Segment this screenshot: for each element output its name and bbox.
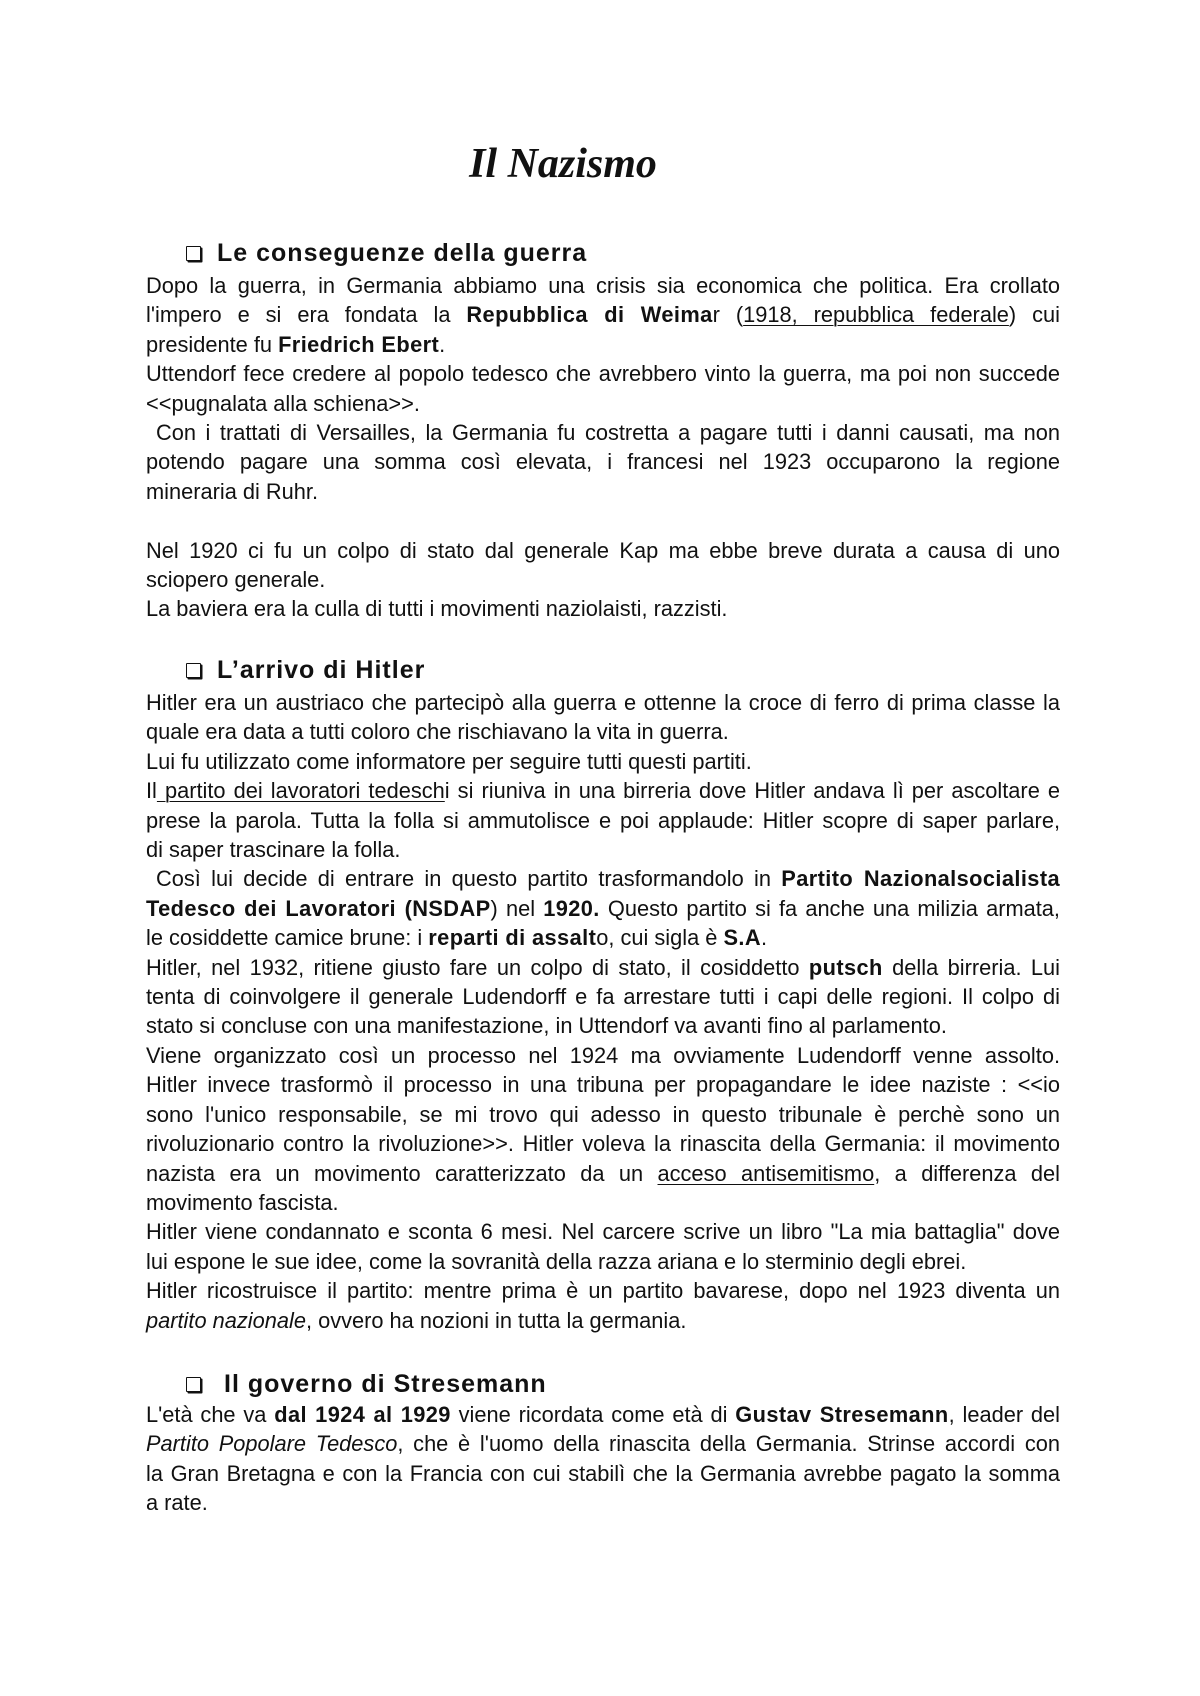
bold-text: Repubblica di Weima [466,302,713,328]
text-line: potendo pagare una somma così elevata, i francesi nel 1923 occuparono la regione [146,449,1060,475]
text-run: i si riuniva in una birreria dove Hitler andava lì per ascoltare e [444,778,1060,804]
bold-text: dal 1924 al 1929 [274,1402,451,1427]
text-run: ) nel [490,895,544,921]
text-line [146,300,1060,329]
text-run: le cosiddette camice brune: i [146,925,429,951]
text-run: viene ricordata come età di [450,1402,736,1427]
bold-text: Gustav Stresemann [735,1402,949,1427]
text-line: sciopero generale. [146,567,326,593]
bold-text: 1920. [543,895,600,921]
section-body [146,271,1060,624]
bold-text: Partito Nazionalsocialista [781,866,1060,892]
italic-text: partito nazionale [146,1307,306,1333]
section-heading [186,236,587,270]
bold-text: Friedrich Ebert [278,331,440,357]
checkbox-bullet-icon [186,663,201,678]
text-line: Hitler viene condannato e sconta 6 mesi. Nel carcere scrive un libro "La mia battaglia" dove [146,1219,1060,1245]
section-heading [186,1367,547,1401]
text-run: , leader del [948,1402,1060,1427]
checkbox-bullet-icon [186,246,201,261]
text-line: Uttendorf fece credere al popolo tedesco che avrebbero vinto la guerra, ma poi non succede [146,361,1060,387]
text-line [146,776,1060,805]
text-run: Hitler, nel 1932, ritiene giusto fare un colpo di stato, il cosiddetto [146,954,809,980]
italic-text: Partito Popolare Tedesco [146,1431,398,1457]
text-run: della birreria. Lui [882,954,1060,980]
underlined-text: 1918, repubblica federale [743,302,1009,328]
text-run: l'impero e si era fondata la [146,302,467,328]
text-line [146,1429,1060,1458]
text-run: , ovvero ha nozioni in tutta la germania. [305,1307,687,1333]
section-body [146,688,1060,1335]
text-run: . [761,925,768,951]
text-line [146,953,1060,982]
text-line [146,1400,1060,1429]
text-line: tenta di coinvolgere il generale Ludendorff e fa arrestare tutti i capi delle regioni. Il colpo di [146,984,1060,1010]
text-line: <<pugnalata alla schiena>>. [146,390,420,416]
text-run: . [439,331,446,357]
text-run: o, cui sigla è [596,925,724,951]
text-line: di saper trascinare la folla. [146,837,401,863]
checkbox-bullet-icon [186,1377,201,1392]
text-run: ) cui [1008,302,1060,328]
text-line: la Gran Bretagna e con la Francia con cui stabilì che la Germania avrebbe pagato la somma [146,1460,1060,1486]
underlined-text: partito dei lavoratori tedesch [156,778,445,804]
page-title: Il Nazismo [469,141,657,187]
text-line [146,923,1060,952]
text-line [146,864,1060,893]
text-line [146,330,1060,359]
text-run: Il [146,778,157,804]
section-heading-text: L’arrivo di Hitler [217,656,426,684]
underlined-text: acceso antisemitismo [657,1160,875,1186]
section-heading-text: Le conseguenze della guerra [217,239,588,267]
text-line: lui espone le sue idee, come la sovranità della razza ariana e lo sterminio degli ebrei. [146,1248,967,1274]
text-line: a rate. [146,1490,208,1516]
bold-text: Tedesco dei Lavoratori (NSDAP [146,895,491,921]
bold-text: reparti di assalt [428,925,597,951]
text-run: r ( [712,302,744,328]
text-run: L'età che va [146,1402,275,1427]
section-body [146,1400,1060,1518]
text-run: , a differenza del [874,1160,1060,1186]
text-line: Hitler ricostruisce il partito: mentre prima è un partito bavarese, dopo nel 1923 diventa un [146,1278,1060,1304]
text-line: prese la parola. Tutta la folla si ammutolisce e poi applaude: Hitler scopre di saper parlare, [146,807,1060,833]
text-line: La baviera era la culla di tutti i movimenti naziolaisti, razzisti. [146,596,728,622]
text-line: Viene organizzato così un processo nel 1924 ma ovviamente Ludendorff venne assolto. [146,1042,1060,1068]
blank-line [146,506,1060,535]
section-heading-text: Il governo di Stresemann [224,1370,547,1398]
text-run: , che è l'uomo della rinascita della Germania. Strinse accordi con [397,1431,1060,1457]
bold-text: S.A [723,925,761,951]
text-run: Questo partito si fa anche una milizia armata, [599,895,1060,921]
text-line: Lui fu utilizzato come informatore per seguire tutti questi partiti. [146,748,752,774]
text-run: presidente fu [146,331,279,357]
text-line [146,1306,1060,1335]
text-line: Hitler invece trasformò il processo in una tribuna per propagandare le idee naziste : <<io [146,1072,1060,1098]
text-line: movimento fascista. [146,1189,339,1215]
text-line: Dopo la guerra, in Germania abbiamo una crisis sia economica che politica. Era crollato [146,273,1060,298]
text-line [146,894,1060,923]
text-line [146,1159,1060,1188]
text-line: rivoluzionario contro la rivoluzione>>. Hitler voleva la rinascita della Germania: il movimento [146,1131,1060,1157]
text-run: Così lui decide di entrare in questo partito trasformandolo in [156,866,782,892]
text-run: nazista era un movimento caratterizzato da un [146,1160,658,1186]
text-line: quale era data a tutti coloro che rischiavano la vita in guerra. [146,719,729,745]
text-line: Con i trattati di Versailles, la Germania fu costretta a pagare tutti i danni causati, ma non [156,420,1060,446]
bold-text: putsch [808,954,883,980]
text-line: stato si concluse con una manifestazione, in Uttendorf va avanti fino al parlamento. [146,1013,947,1039]
text-line: mineraria di Ruhr. [146,478,319,504]
text-line: sono l'unico responsabile, se mi trovo qui adesso in questo tribunale è perchè sono un [146,1101,1060,1127]
text-line: Hitler era un austriaco che partecipò alla guerra e ottenne la croce di ferro di prima classe la [146,690,1060,715]
text-line: Nel 1920 ci fu un colpo di stato dal generale Kap ma ebbe breve durata a causa di uno [146,537,1060,563]
section-heading [186,653,425,687]
